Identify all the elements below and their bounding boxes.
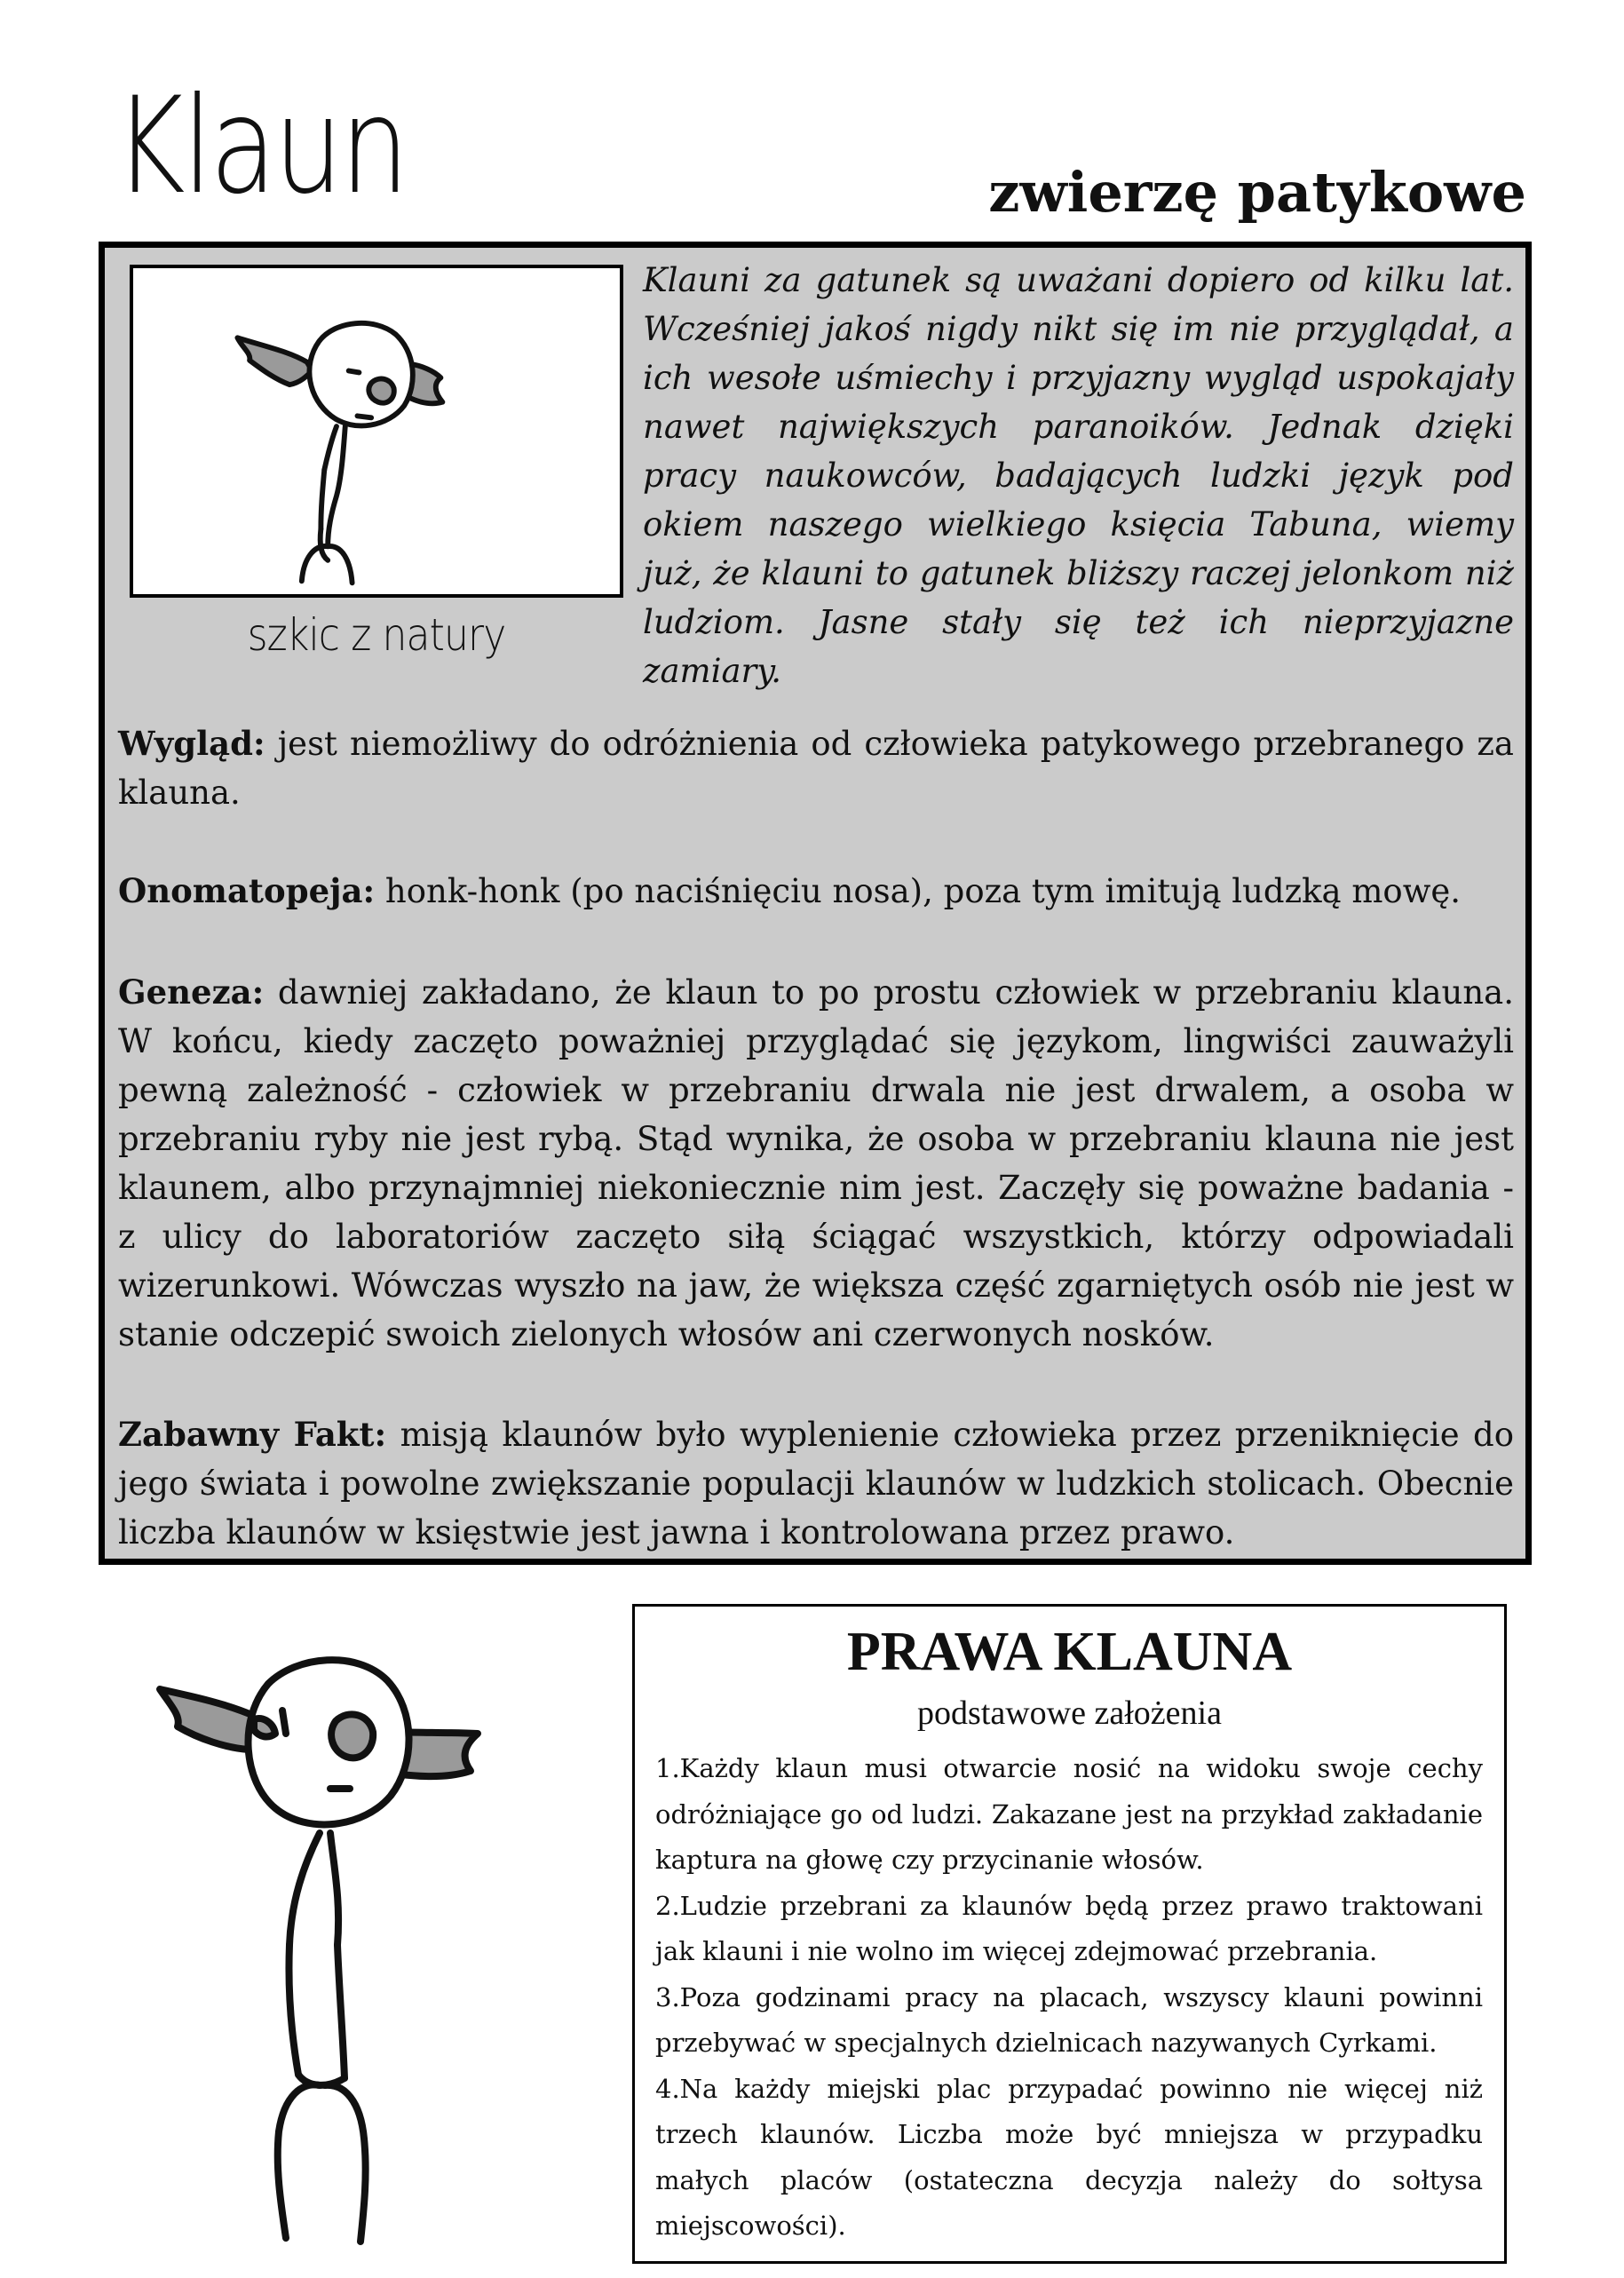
section-appearance-text: jest niemożliwy do odróżnienia od człowieka patykowego przebranego za klauna. — [118, 725, 1514, 812]
section-appearance — [118, 719, 1514, 817]
section-genesis-text: dawniej zakładano, że klaun to po prostu człowiek w przebraniu klauna. W końcu, kiedy zaczęto poważniej przyglądać się językom, lingwiści zauważyli pewną zależność - człowiek w przebraniu drwala nie jest drwalem, a osoba w przebraniu ryby nie jest rybą. Stąd wynika, że osoba w przebraniu klauna nie jest klaunem, albo przynajmniej niekoniecznie nim jest. Zaczęły się poważne badania - z ulicy do laboratoriów zaczęto siłą ściągać wszystkich, którzy odpowiadali wizerunkowi. Wówczas wyszło na jaw, że większa część zgarniętych osób nie jest w stanie odczepić swoich zielonych włosów ani czerwonych nosków. — [118, 973, 1514, 1353]
section-onomatopoeia-label: Onomatopeja: — [118, 871, 376, 910]
clown-stick-figure-icon — [133, 268, 620, 594]
rule-item: 3.Poza godzinami pracy na placach, wszyscy klauni powinni przebywać w specjalnych dzielnicach nazywanych Cyrkami. — [655, 1981, 1483, 2058]
section-onomatopoeia — [118, 867, 1514, 916]
rules-title: PRAWA KLAUNA — [846, 1622, 1293, 1682]
page-subtitle: zwierzę patykowe — [988, 160, 1526, 225]
section-fun-fact-text: misją klaunów było wyplenienie człowieka przez przeniknięcie do jego świata i powolne zwiększanie populacji klaunów w ludzkich stolicach. Obecnie liczba klaunów w księstwie jest jawna i kontrolowana przez prawo. — [118, 1416, 1514, 1552]
rule-item: 4.Na każdy miejski plac przypadać powinno nie więcej niż trzech klaunów. Liczba może być mniejsza w przypadku małych placów (ostateczna decyzja należy do sołtysa miejscowości). — [655, 2073, 1483, 2241]
intro-paragraph: Klauni za gatunek są uważani dopiero od kilku lat. Wcześniej jakoś nigdy nikt się im nie przyglądał, a ich wesołe uśmiechy i przyjazny wygląd uspokajały nawet największych paranoików. Jednak dzięki pracy naukowców, badających ludzki język pod okiem naszego wielkiego księcia Tabuna, wiemy już, że klauni to gatunek bliższy raczej jelonkom niż ludziom. Jasne stały się też ich nieprzyjazne zamiary. — [643, 261, 1514, 690]
sketch-caption: szkic z natury — [247, 609, 506, 661]
section-fun-fact — [118, 1410, 1514, 1557]
rule-item: 1.Każdy klaun musi otwarcie nosić na widoku swoje cechy odróżniające go od ludzi. Zakazane jest na przykład zakładanie kaptura na głowę czy przycinanie włosów. — [655, 1753, 1483, 1875]
rules-subtitle: podstawowe założenia — [917, 1695, 1222, 1732]
rule-item: 2.Ludzie przebrani za klaunów będą przez prawo traktowani jak klauni i nie wolno im więcej zdejmować przebrania. — [655, 1890, 1483, 1966]
sketch-frame — [130, 265, 623, 598]
section-fun-fact-label: Zabawny Fakt: — [118, 1415, 387, 1454]
section-genesis — [118, 968, 1514, 1359]
section-onomatopoeia-text: honk-honk (po naciśnięciu nosa), poza tym imitują ludzką mowę. — [375, 872, 1462, 910]
section-appearance-label: Wygląd: — [118, 724, 265, 763]
rules-list — [655, 1746, 1483, 2250]
clown-stick-figure-icon — [151, 1634, 542, 2247]
page-title: Klaun — [114, 69, 407, 224]
section-genesis-label: Geneza: — [118, 972, 265, 1012]
